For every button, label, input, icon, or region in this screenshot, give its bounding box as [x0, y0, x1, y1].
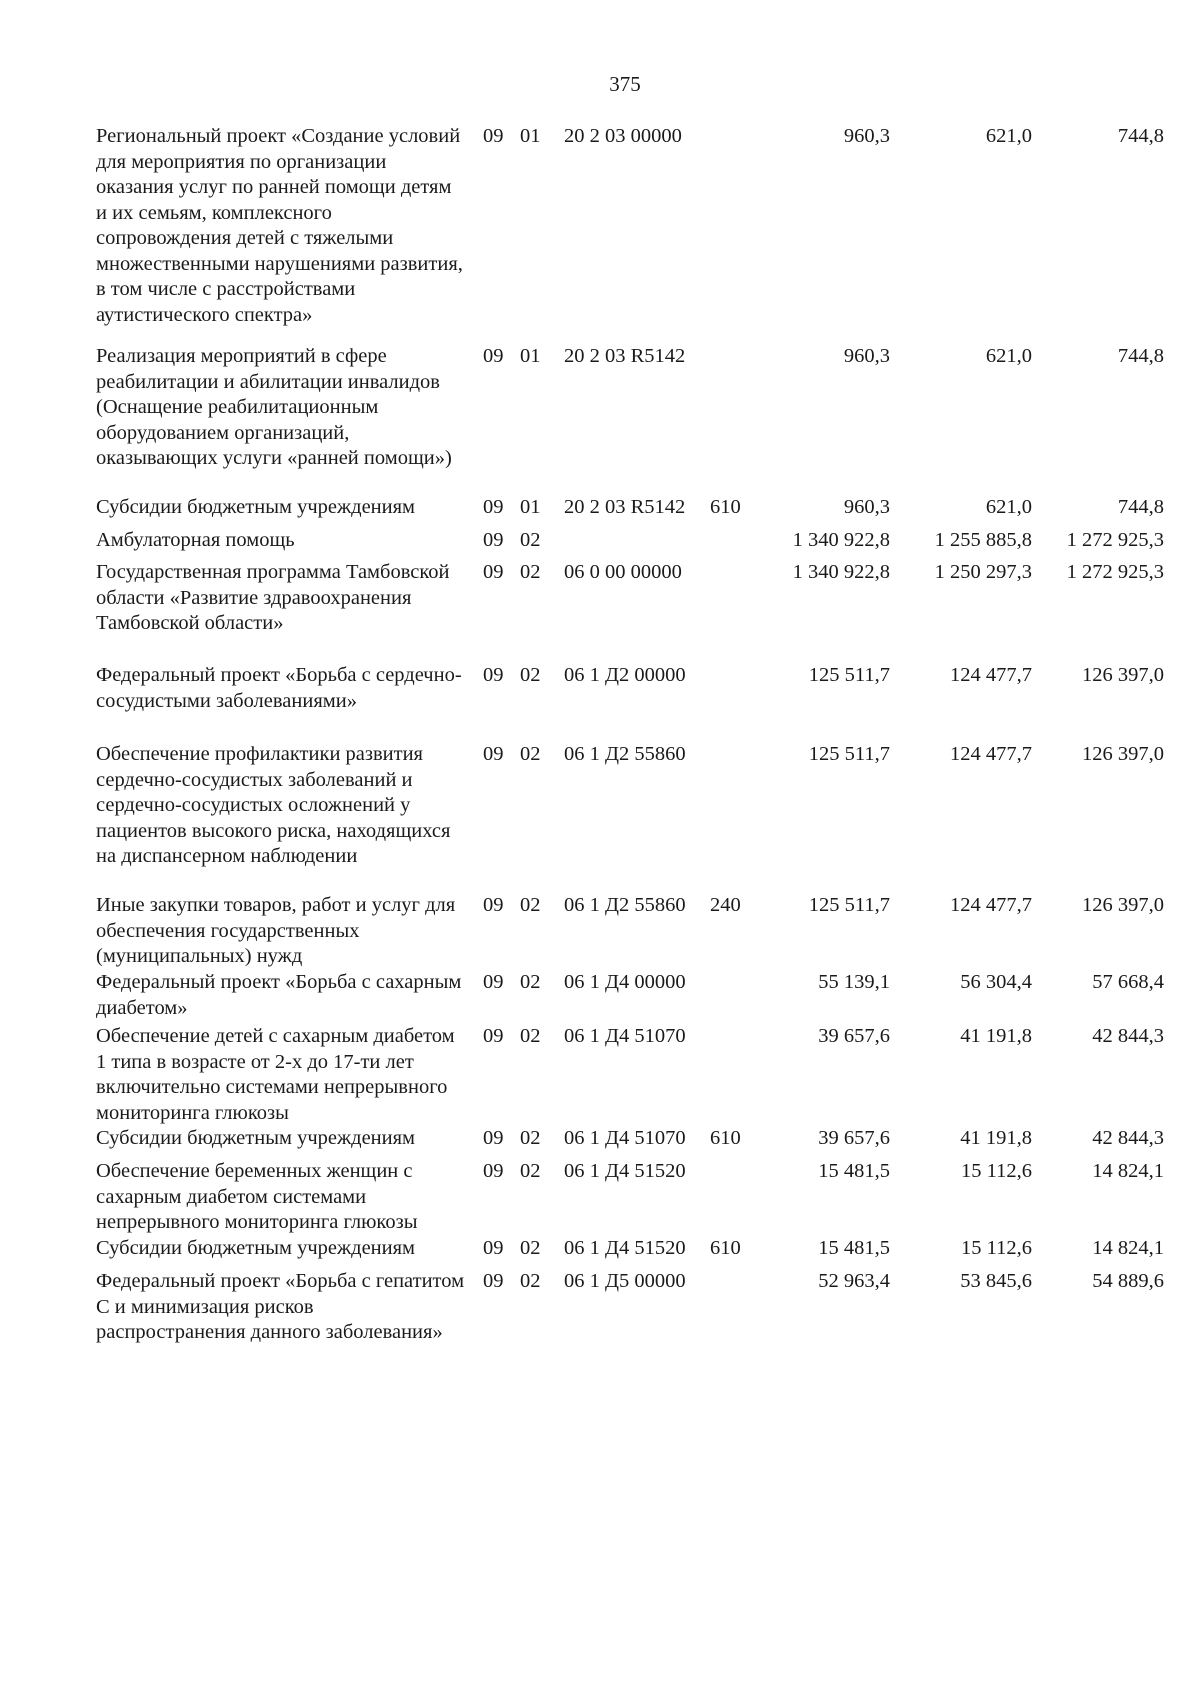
item-name: Обеспечение детей с сахарным диабетом 1 типа в возрасте от 2-х до 17-ти лет включительно системами непрерывного мониторинга глюкозы [96, 1025, 455, 1124]
item-name: Федеральный проект «Борьба с сахарным диабетом» [96, 971, 462, 1019]
target-article-code: 06 1 Д4 51520 [564, 1237, 686, 1259]
subsection-code: 02 [520, 561, 541, 583]
amount-year-3: 14 824,1 [1092, 1237, 1164, 1259]
section-code: 09 [483, 1127, 504, 1149]
amount-year-1: 960,3 [843, 496, 890, 518]
expense-type-code: 610 [710, 496, 741, 518]
item-name: Субсидии бюджетным учреждениям [96, 496, 416, 518]
item-name: Реализация мероприятий в сфере реабилитации и абилитации инвалидов (Оснащение реабилитационным оборудованием организаций, оказывающих услуги «ранней помощи») [96, 345, 452, 469]
item-name: Обеспечение беременных женщин с сахарным диабетом системами непрерывного мониторинга глюкозы [96, 1160, 418, 1233]
amount-year-3: 126 397,0 [1082, 664, 1164, 686]
amount-year-2: 41 191,8 [960, 1127, 1032, 1149]
section-code: 09 [483, 561, 504, 583]
section-code: 09 [483, 345, 504, 367]
amount-year-2: 15 112,6 [961, 1237, 1032, 1259]
amount-year-3: 126 397,0 [1082, 743, 1164, 765]
amount-year-2: 621,0 [985, 125, 1032, 147]
amount-year-1: 52 963,4 [818, 1270, 890, 1292]
item-name: Федеральный проект «Борьба с сердечно-сосудистыми заболеваниями» [96, 664, 462, 712]
amount-year-2: 53 845,6 [960, 1270, 1032, 1292]
subsection-code: 01 [520, 345, 541, 367]
subsection-code: 02 [520, 1025, 541, 1047]
amount-year-2: 56 304,4 [960, 971, 1032, 993]
amount-year-1: 1 340 922,8 [792, 529, 890, 551]
section-code: 09 [483, 1270, 504, 1292]
subsection-code: 02 [520, 529, 541, 551]
amount-year-1: 39 657,6 [818, 1127, 890, 1149]
section-code: 09 [483, 529, 504, 551]
section-code: 09 [483, 496, 504, 518]
amount-year-1: 39 657,6 [818, 1025, 890, 1047]
target-article-code: 06 1 Д2 55860 [564, 743, 686, 765]
subsection-code: 02 [520, 1127, 541, 1149]
amount-year-3: 1 272 925,3 [1066, 561, 1164, 583]
amount-year-3: 42 844,3 [1092, 1127, 1164, 1149]
section-code: 09 [483, 894, 504, 916]
subsection-code: 02 [520, 1270, 541, 1292]
section-code: 09 [483, 743, 504, 765]
amount-year-3: 744,8 [1117, 496, 1164, 518]
target-article-code: 06 1 Д4 51070 [564, 1025, 686, 1047]
target-article-code: 20 2 03 R5142 [564, 496, 686, 518]
subsection-code: 01 [520, 125, 541, 147]
item-name: Обеспечение профилактики развития сердечно-сосудистых заболеваний и сердечно-сосудистых осложнений у пациентов высокого риска, находящихся на диспансерном наблюдении [96, 743, 451, 867]
amount-year-3: 54 889,6 [1092, 1270, 1164, 1292]
expense-type-code: 240 [710, 894, 741, 916]
subsection-code: 02 [520, 894, 541, 916]
amount-year-2: 15 112,6 [961, 1160, 1032, 1182]
item-name: Региональный проект «Создание условий для мероприятия по организации оказания услуг по ранней помощи детям и их семьям, комплексного сопровождения детей с тяжелыми множественными нарушениями развития, в том числе с расстройствами аутистического спектра» [96, 125, 463, 326]
expense-type-code: 610 [710, 1237, 741, 1259]
target-article-code: 06 1 Д2 00000 [564, 664, 686, 686]
amount-year-3: 126 397,0 [1082, 894, 1164, 916]
amount-year-2: 1 250 297,3 [934, 561, 1032, 583]
amount-year-1: 125 511,7 [808, 743, 890, 765]
subsection-code: 02 [520, 743, 541, 765]
subsection-code: 01 [520, 496, 541, 518]
subsection-code: 02 [520, 1237, 541, 1259]
page-number: 375 [609, 72, 641, 96]
amount-year-3: 744,8 [1117, 345, 1164, 367]
amount-year-1: 960,3 [843, 125, 890, 147]
section-code: 09 [483, 664, 504, 686]
target-article-code: 20 2 03 00000 [564, 125, 682, 147]
amount-year-1: 125 511,7 [808, 894, 890, 916]
section-code: 09 [483, 125, 504, 147]
amount-year-1: 15 481,5 [818, 1237, 890, 1259]
amount-year-3: 57 668,4 [1092, 971, 1164, 993]
amount-year-2: 124 477,7 [950, 894, 1032, 916]
amount-year-2: 621,0 [985, 496, 1032, 518]
subsection-code: 02 [520, 971, 541, 993]
amount-year-1: 960,3 [843, 345, 890, 367]
item-name: Субсидии бюджетным учреждениям [96, 1237, 416, 1259]
target-article-code: 06 1 Д2 55860 [564, 894, 686, 916]
amount-year-3: 1 272 925,3 [1066, 529, 1164, 551]
subsection-code: 02 [520, 664, 541, 686]
amount-year-3: 744,8 [1117, 125, 1164, 147]
section-code: 09 [483, 1160, 504, 1182]
section-code: 09 [483, 1237, 504, 1259]
target-article-code: 20 2 03 R5142 [564, 345, 686, 367]
amount-year-1: 15 481,5 [818, 1160, 890, 1182]
amount-year-2: 41 191,8 [960, 1025, 1032, 1047]
target-article-code: 06 1 Д4 51520 [564, 1160, 686, 1182]
target-article-code: 06 0 00 00000 [564, 561, 682, 583]
amount-year-2: 124 477,7 [950, 743, 1032, 765]
amount-year-3: 42 844,3 [1092, 1025, 1164, 1047]
amount-year-2: 621,0 [985, 345, 1032, 367]
target-article-code: 06 1 Д4 51070 [564, 1127, 686, 1149]
target-article-code: 06 1 Д4 00000 [564, 971, 686, 993]
subsection-code: 02 [520, 1160, 541, 1182]
amount-year-3: 14 824,1 [1092, 1160, 1164, 1182]
item-name: Государственная программа Тамбовской области «Развитие здравоохранения Тамбовской области» [96, 561, 450, 634]
section-code: 09 [483, 971, 504, 993]
amount-year-2: 1 255 885,8 [934, 529, 1032, 551]
item-name: Федеральный проект «Борьба с гепатитом С и минимизация рисков распространения данного заболевания» [96, 1270, 465, 1343]
item-name: Амбулаторная помощь [96, 529, 295, 551]
amount-year-1: 125 511,7 [808, 664, 890, 686]
amount-year-1: 1 340 922,8 [792, 561, 890, 583]
amount-year-1: 55 139,1 [818, 971, 890, 993]
expense-type-code: 610 [710, 1127, 741, 1149]
item-name: Иные закупки товаров, работ и услуг для обеспечения государственных (муниципальных) нужд [96, 894, 456, 967]
section-code: 09 [483, 1025, 504, 1047]
item-name: Субсидии бюджетным учреждениям [96, 1127, 416, 1149]
target-article-code: 06 1 Д5 00000 [564, 1270, 686, 1292]
amount-year-2: 124 477,7 [950, 664, 1032, 686]
